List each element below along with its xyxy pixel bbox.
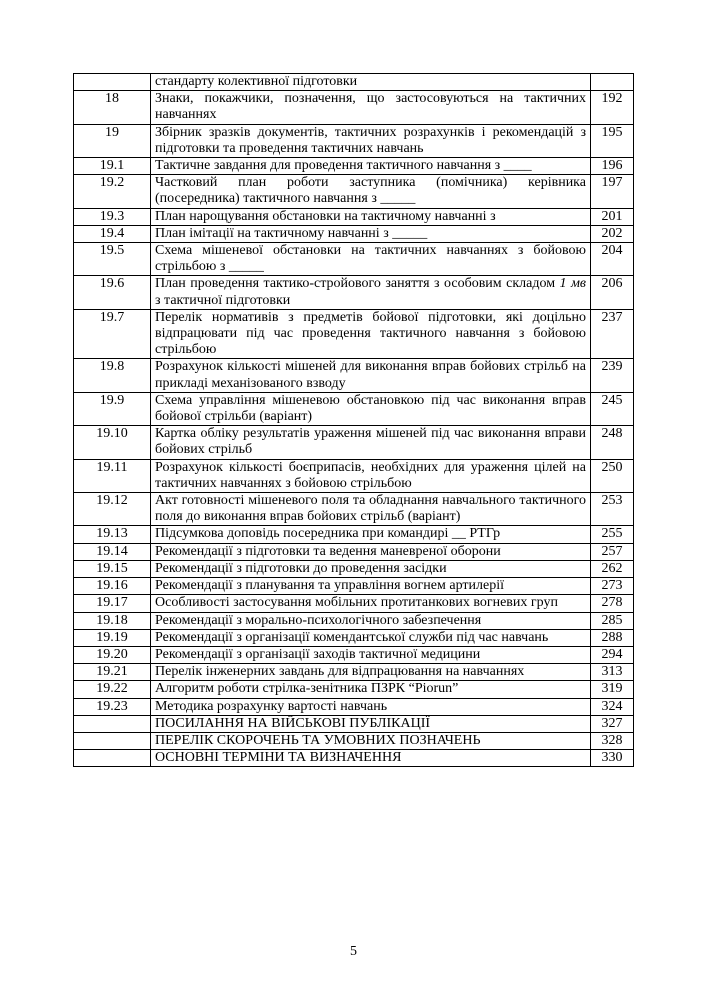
toc-page-number: 237 <box>591 309 634 359</box>
toc-section-number: 19.10 <box>74 426 151 459</box>
toc-section-title: Рекомендації з планування та управління вогнем артилерії <box>151 578 591 595</box>
toc-row <box>74 732 634 749</box>
toc-section-title: Схема мішеневої обстановки на тактичних навчаннях з бойовою стрільбою з _____ <box>151 243 591 276</box>
toc-row <box>74 225 634 242</box>
toc-page-number <box>591 74 634 91</box>
toc-row <box>74 74 634 91</box>
toc-row <box>74 543 634 560</box>
toc-section-title: Частковий план роботи заступника (помічника) керівника (посередника) тактичного навчання з _____ <box>151 175 591 208</box>
toc-section-number: 19.2 <box>74 175 151 208</box>
toc-page-number: 285 <box>591 612 634 629</box>
toc-page-number: 197 <box>591 175 634 208</box>
toc-section-title: Схема управління мішеневою обстановкою під час виконання вправ бойової стрільби (варіант) <box>151 392 591 425</box>
toc-section-title: План імітації на тактичному навчанні з _____ <box>151 225 591 242</box>
toc-page-number: 239 <box>591 359 634 392</box>
toc-page-number: 245 <box>591 392 634 425</box>
toc-row <box>74 426 634 459</box>
toc-row <box>74 629 634 646</box>
toc-section-title: Рекомендації з організації комендантської служби під час навчань <box>151 629 591 646</box>
toc-section-number: 19.21 <box>74 664 151 681</box>
toc-page-number: 204 <box>591 243 634 276</box>
toc-row <box>74 681 634 698</box>
toc-section-number <box>74 74 151 91</box>
toc-row <box>74 208 634 225</box>
toc-section-number: 19 <box>74 124 151 157</box>
toc-row <box>74 243 634 276</box>
toc-page-number: 328 <box>591 732 634 749</box>
toc-section-number: 19.17 <box>74 595 151 612</box>
toc-page-number: 255 <box>591 526 634 543</box>
toc-row <box>74 359 634 392</box>
toc-row <box>74 175 634 208</box>
toc-section-number: 19.18 <box>74 612 151 629</box>
toc-section-title: Особливості застосування мобільних протитанкових вогневих груп <box>151 595 591 612</box>
toc-section-title: Рекомендації з морально-психологічного забезпечення <box>151 612 591 629</box>
toc-section-title: Методика розрахунку вартості навчань <box>151 698 591 715</box>
toc-page-number: 196 <box>591 158 634 175</box>
toc-section-title: Перелік інженерних завдань для відпрацювання на навчаннях <box>151 664 591 681</box>
toc-page-number: 327 <box>591 715 634 732</box>
toc-section-title: Алгоритм роботи стрілка-зенітника ПЗРК “Piorun” <box>151 681 591 698</box>
toc-page-number: 202 <box>591 225 634 242</box>
toc-section-title: Рекомендації з підготовки до проведення засідки <box>151 560 591 577</box>
toc-page-number: 192 <box>591 91 634 124</box>
toc-section-number: 19.4 <box>74 225 151 242</box>
toc-section-number: 19.20 <box>74 646 151 663</box>
toc-page-number: 250 <box>591 459 634 492</box>
toc-row <box>74 664 634 681</box>
toc-section-number: 18 <box>74 91 151 124</box>
toc-page-number: 330 <box>591 750 634 767</box>
toc-section-title: Картка обліку результатів ураження мішеней під час виконання вправи бойових стрільб <box>151 426 591 459</box>
toc-section-title: ОСНОВНІ ТЕРМІНИ ТА ВИЗНАЧЕННЯ <box>151 750 591 767</box>
toc-section-title: Рекомендації з підготовки та ведення маневреної оборони <box>151 543 591 560</box>
toc-row <box>74 493 634 526</box>
toc-row <box>74 612 634 629</box>
toc-section-number: 19.13 <box>74 526 151 543</box>
toc-section-number: 19.12 <box>74 493 151 526</box>
toc-section-number: 19.23 <box>74 698 151 715</box>
toc-section-number: 19.5 <box>74 243 151 276</box>
toc-row <box>74 526 634 543</box>
toc-section-number <box>74 715 151 732</box>
toc-section-title: Акт готовності мішеневого поля та обладнання навчального тактичного поля до виконання вправ бойових стрільб (варіант) <box>151 493 591 526</box>
toc-section-number: 19.16 <box>74 578 151 595</box>
toc-page-number: 206 <box>591 276 634 309</box>
toc-row <box>74 595 634 612</box>
toc-row <box>74 578 634 595</box>
toc-page-number: 201 <box>591 208 634 225</box>
toc-section-number: 19.14 <box>74 543 151 560</box>
toc-section-number <box>74 732 151 749</box>
toc-page-number: 319 <box>591 681 634 698</box>
toc-section-number: 19.3 <box>74 208 151 225</box>
toc-section-number: 19.9 <box>74 392 151 425</box>
toc-section-number: 19.22 <box>74 681 151 698</box>
toc-row <box>74 646 634 663</box>
toc-section-title: План нарощування обстановки на тактичному навчанні з <box>151 208 591 225</box>
table-of-contents <box>73 73 634 767</box>
toc-row <box>74 276 634 309</box>
toc-row <box>74 560 634 577</box>
toc-row <box>74 158 634 175</box>
toc-page-number: 195 <box>591 124 634 157</box>
toc-section-title: Тактичне завдання для проведення тактичного навчання з ____ <box>151 158 591 175</box>
toc-page-number: 313 <box>591 664 634 681</box>
toc-section-title: Розрахунок кількості боєприпасів, необхідних для ураження цілей на тактичних навчаннях з бойовою стрільбою <box>151 459 591 492</box>
toc-section-title: Підсумкова доповідь посередника при командирі __ РТГр <box>151 526 591 543</box>
toc-row <box>74 750 634 767</box>
toc-page-number: 273 <box>591 578 634 595</box>
toc-section-title: Знаки, покажчики, позначення, що застосовуються на тактичних навчаннях <box>151 91 591 124</box>
toc-section-title: ПЕРЕЛІК СКОРОЧЕНЬ ТА УМОВНИХ ПОЗНАЧЕНЬ <box>151 732 591 749</box>
toc-page-number: 253 <box>591 493 634 526</box>
toc-section-number: 19.7 <box>74 309 151 359</box>
toc-page-number: 278 <box>591 595 634 612</box>
toc-section-title: План проведення тактико-стройового заняття з особовим складом 1 мв з тактичної підготовки <box>151 276 591 309</box>
toc-section-title: ПОСИЛАННЯ НА ВІЙСЬКОВІ ПУБЛІКАЦІЇ <box>151 715 591 732</box>
toc-page-number: 262 <box>591 560 634 577</box>
toc-section-number <box>74 750 151 767</box>
toc-section-number: 19.8 <box>74 359 151 392</box>
toc-section-number: 19.11 <box>74 459 151 492</box>
toc-section-number: 19.15 <box>74 560 151 577</box>
toc-section-title: Рекомендації з організації заходів тактичної медицини <box>151 646 591 663</box>
toc-page-number: 257 <box>591 543 634 560</box>
toc-row <box>74 124 634 157</box>
toc-page-number: 294 <box>591 646 634 663</box>
toc-row <box>74 392 634 425</box>
toc-page-number: 324 <box>591 698 634 715</box>
toc-section-title: стандарту колективної підготовки <box>151 74 591 91</box>
toc-row <box>74 91 634 124</box>
toc-page-number: 288 <box>591 629 634 646</box>
toc-body <box>74 74 634 767</box>
page-number: 5 <box>350 944 357 959</box>
toc-section-number: 19.19 <box>74 629 151 646</box>
toc-row <box>74 459 634 492</box>
toc-row <box>74 698 634 715</box>
toc-row <box>74 309 634 359</box>
toc-section-number: 19.1 <box>74 158 151 175</box>
toc-row <box>74 715 634 732</box>
toc-section-title: Розрахунок кількості мішеней для виконання вправ бойових стрільб на прикладі механізованого взводу <box>151 359 591 392</box>
toc-page-number: 248 <box>591 426 634 459</box>
toc-section-title: Збірник зразків документів, тактичних розрахунків і рекомендацій з підготовки та проведення тактичних навчань <box>151 124 591 157</box>
toc-section-number: 19.6 <box>74 276 151 309</box>
toc-section-title: Перелік нормативів з предметів бойової підготовки, які доцільно відпрацювати під час проведення тактичного навчання з бойовою стрільбою <box>151 309 591 359</box>
